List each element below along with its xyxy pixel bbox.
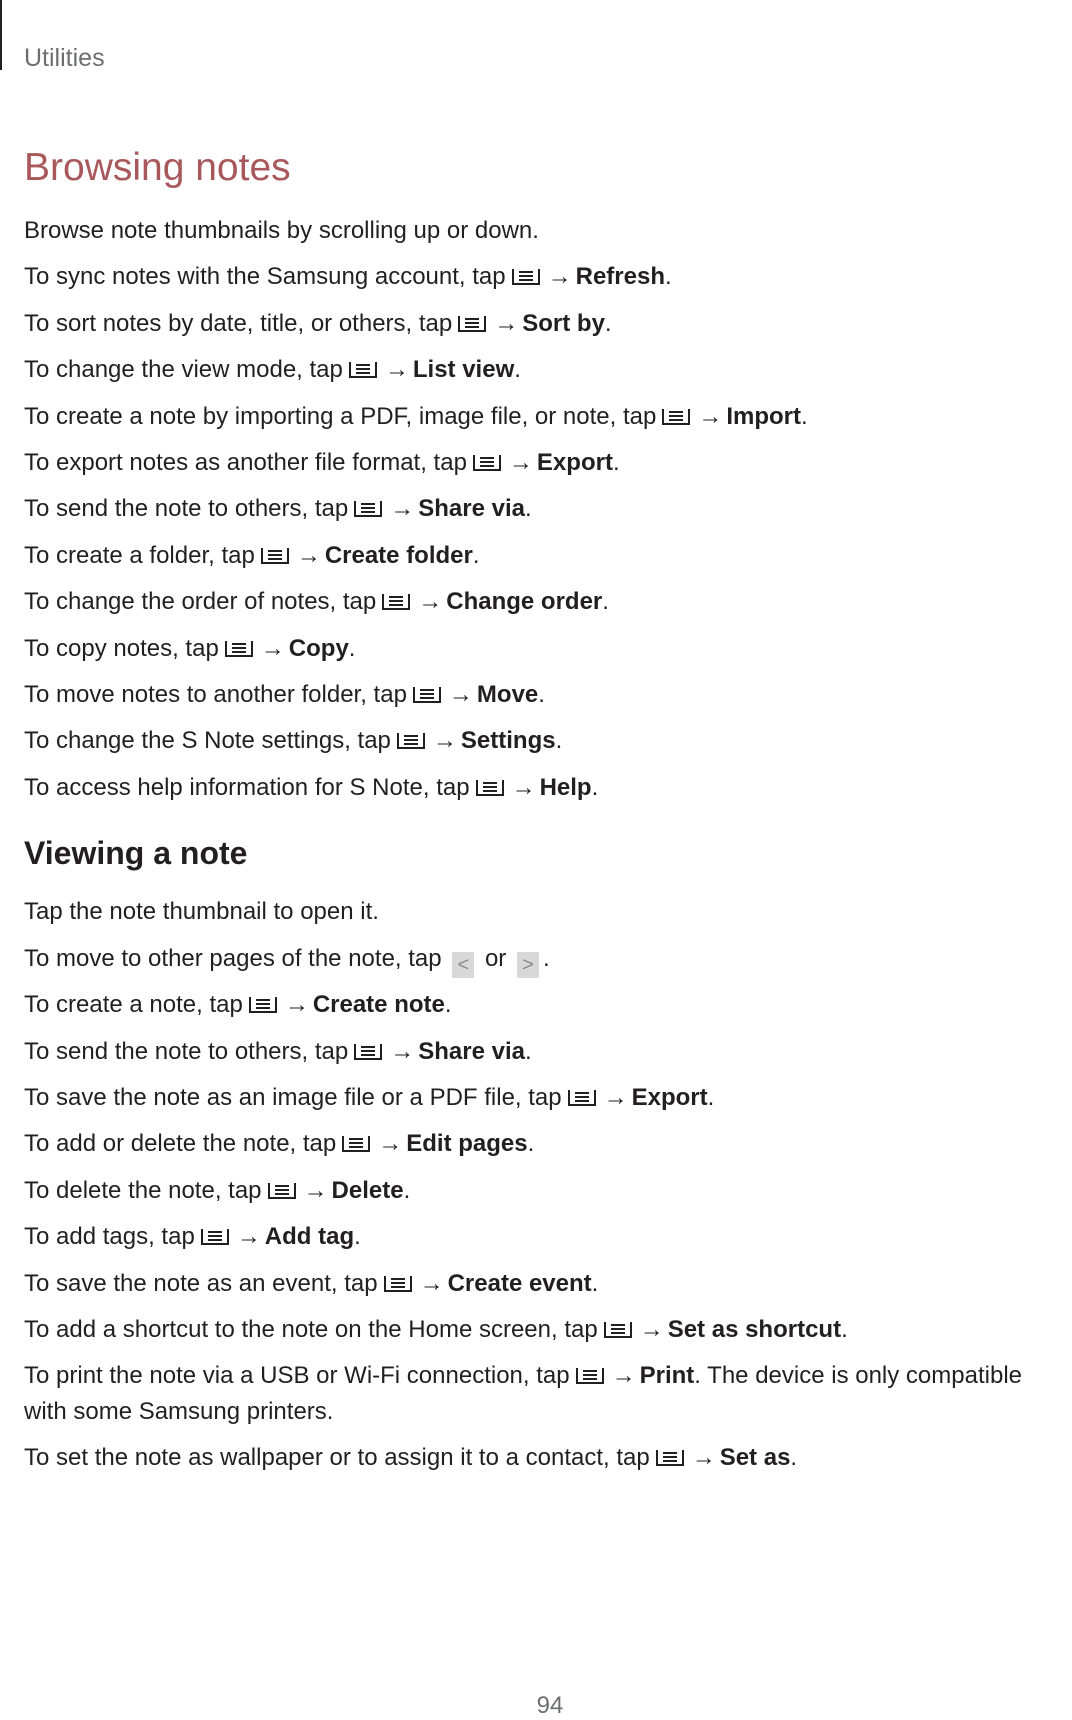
- period: .: [472, 541, 480, 569]
- period: .: [555, 727, 563, 755]
- menu-icon: [512, 269, 540, 285]
- arrow: →: [260, 634, 285, 662]
- instruction-text: To add or delete the note, tap: [24, 1130, 337, 1158]
- instruction-line: [24, 626, 1064, 672]
- menu-icon: [458, 316, 486, 332]
- menu-action: Export: [631, 1083, 708, 1111]
- arrow: →: [378, 1130, 403, 1158]
- menu-action: Edit pages: [406, 1130, 528, 1158]
- period: .: [591, 1269, 599, 1297]
- instruction-line: [24, 440, 1064, 486]
- instruction-text: To send the note to others, tap: [24, 1037, 349, 1065]
- period: .: [591, 773, 599, 801]
- menu-action: Create note: [312, 991, 445, 1019]
- section-header: Utilities: [24, 44, 105, 72]
- instruction-line: [24, 765, 1064, 811]
- arrow: →: [296, 541, 321, 569]
- arrow: →: [432, 727, 457, 755]
- menu-action: Change order: [446, 588, 603, 616]
- arrow: →: [698, 402, 723, 430]
- browsing-list: [24, 254, 1064, 811]
- menu-icon: [476, 780, 504, 796]
- menu-action: Export: [536, 449, 613, 477]
- menu-icon: [576, 1368, 604, 1384]
- menu-action: Copy: [288, 634, 349, 662]
- arrow: →: [418, 588, 443, 616]
- menu-icon: [354, 1044, 382, 1060]
- menu-action: Set as shortcut: [667, 1315, 842, 1343]
- instruction-text: To delete the note, tap: [24, 1176, 262, 1204]
- instruction-line: [24, 533, 1064, 579]
- period: .: [801, 402, 808, 430]
- instruction-line: [24, 579, 1064, 625]
- instruction-line: [24, 254, 1064, 300]
- instruction-text: To send the note to others, tap: [24, 495, 349, 523]
- period: .: [403, 1176, 411, 1204]
- chevron-right-icon: >: [517, 952, 539, 978]
- instruction-line: [24, 1029, 1064, 1075]
- menu-icon: [261, 548, 289, 564]
- arrow: →: [639, 1315, 664, 1343]
- print-action: Print: [639, 1362, 695, 1390]
- instruction-text: To change the view mode, tap: [24, 356, 343, 384]
- or-text: or: [484, 944, 507, 972]
- period: .: [841, 1315, 848, 1343]
- period: .: [514, 356, 521, 384]
- menu-icon: [413, 687, 441, 703]
- instruction-text: To access help information for S Note, tap: [24, 773, 470, 801]
- instruction-line: [24, 1307, 1064, 1353]
- instruction-text: To change the order of notes, tap: [24, 588, 377, 616]
- instruction-text: To add tags, tap: [24, 1223, 195, 1251]
- browsing-intro: Browse note thumbnails by scrolling up or down.: [24, 217, 539, 244]
- instruction-line: [24, 1261, 1064, 1307]
- arrow: →: [511, 773, 536, 801]
- menu-icon: [397, 733, 425, 749]
- print-suffix: The device is only compatible with some Samsung printers.: [24, 1362, 1022, 1426]
- menu-action: Move: [476, 681, 539, 709]
- instruction-text: To create a note, tap: [24, 991, 243, 1019]
- instruction-text: To save the note as an event, tap: [24, 1269, 378, 1297]
- menu-icon: [604, 1322, 632, 1338]
- instruction-text: To sync notes with the Samsung account, tap: [24, 263, 506, 291]
- menu-icon: [568, 1090, 596, 1106]
- menu-action: Settings: [460, 727, 556, 755]
- print-text: To print the note via a USB or Wi-Fi connection, tap: [24, 1362, 570, 1390]
- menu-icon: [349, 362, 377, 378]
- instruction-line: [24, 1121, 1064, 1167]
- period: .: [444, 991, 452, 1019]
- menu-action: Create event: [447, 1269, 592, 1297]
- menu-action: Refresh: [575, 263, 665, 291]
- chevron-left-icon: <: [452, 952, 474, 978]
- instruction-text: To add a shortcut to the note on the Home screen, tap: [24, 1315, 598, 1343]
- set-as-text: To set the note as wallpaper or to assign it to a contact, tap: [24, 1444, 650, 1472]
- menu-action: Sort by: [522, 309, 605, 337]
- instruction-line: [24, 1075, 1064, 1121]
- arrow: →: [448, 681, 473, 709]
- menu-icon: [473, 455, 501, 471]
- pages-nav-text: To move to other pages of the note, tap: [24, 944, 442, 972]
- period: .: [527, 1130, 535, 1158]
- instruction-line: [24, 672, 1064, 718]
- instruction-text: To sort notes by date, title, or others, tap: [24, 309, 453, 337]
- period: .: [707, 1083, 715, 1111]
- menu-action: Help: [539, 773, 592, 801]
- menu-icon: [249, 997, 277, 1013]
- arrow: →: [547, 263, 572, 291]
- instruction-line: [24, 1214, 1064, 1260]
- menu-icon: [201, 1229, 229, 1245]
- menu-action: Delete: [331, 1176, 404, 1204]
- set-as-line: [24, 1435, 1064, 1481]
- period: .: [604, 309, 612, 337]
- menu-icon: [384, 1276, 412, 1292]
- menu-icon: [662, 409, 690, 425]
- instruction-line: [24, 394, 1064, 440]
- period: .: [524, 1037, 532, 1065]
- arrow: →: [284, 991, 309, 1019]
- arrow: →: [303, 1176, 328, 1204]
- period: .: [612, 449, 620, 477]
- period: .: [538, 681, 545, 709]
- instruction-text: To move notes to another folder, tap: [24, 681, 407, 709]
- page-edge-line: [0, 0, 2, 70]
- menu-icon: [225, 641, 253, 657]
- period: .: [354, 1223, 361, 1251]
- menu-action: Create folder: [324, 541, 473, 569]
- menu-action: Share via: [418, 1037, 525, 1065]
- menu-icon: [354, 501, 382, 517]
- instruction-line: [24, 486, 1064, 532]
- viewing-intro: Tap the note thumbnail to open it.: [24, 898, 379, 926]
- menu-icon: [342, 1136, 370, 1152]
- period: .: [694, 1362, 701, 1390]
- period: .: [602, 588, 609, 616]
- instruction-line: [24, 301, 1064, 347]
- period: .: [348, 634, 356, 662]
- arrow: →: [494, 309, 519, 337]
- instruction-line: [24, 982, 1064, 1028]
- print-line: [24, 1358, 1069, 1430]
- arrow: →: [390, 1037, 415, 1065]
- period: .: [524, 495, 532, 523]
- arrow: →: [390, 495, 415, 523]
- instruction-text: To create a note by importing a PDF, image file, or note, tap: [24, 402, 657, 430]
- instruction-line: [24, 347, 1064, 393]
- browsing-notes-heading: Browsing notes: [24, 146, 291, 189]
- instruction-line: [24, 1168, 1064, 1214]
- instruction-line: [24, 718, 1064, 764]
- instruction-text: To change the S Note settings, tap: [24, 727, 391, 755]
- arrow: →: [419, 1269, 444, 1297]
- page-number: 94: [536, 1692, 564, 1719]
- instruction-text: To copy notes, tap: [24, 634, 219, 662]
- page-content: [24, 140, 1064, 1482]
- menu-action: List view: [412, 356, 515, 384]
- menu-icon: [656, 1450, 684, 1466]
- menu-icon: [268, 1183, 296, 1199]
- menu-icon: [382, 594, 410, 610]
- instruction-text: To save the note as an image file or a PDF file, tap: [24, 1083, 562, 1111]
- menu-action: Share via: [418, 495, 525, 523]
- period: .: [790, 1444, 798, 1472]
- pages-nav-line: [24, 936, 1064, 982]
- viewing-note-heading: Viewing a note: [24, 835, 248, 872]
- arrow: →: [611, 1362, 636, 1390]
- arrow: →: [384, 356, 409, 384]
- arrow: →: [603, 1083, 628, 1111]
- instruction-text: To create a folder, tap: [24, 541, 255, 569]
- arrow: →: [508, 449, 533, 477]
- period: .: [664, 263, 672, 291]
- menu-action: Import: [726, 402, 802, 430]
- set-as-action: Set as: [719, 1444, 791, 1472]
- instruction-text: To export notes as another file format, tap: [24, 449, 467, 477]
- arrow: →: [691, 1444, 716, 1472]
- arrow: →: [236, 1223, 261, 1251]
- period: .: [542, 944, 550, 972]
- menu-action: Add tag: [264, 1223, 355, 1251]
- viewing-list: [24, 982, 1064, 1353]
